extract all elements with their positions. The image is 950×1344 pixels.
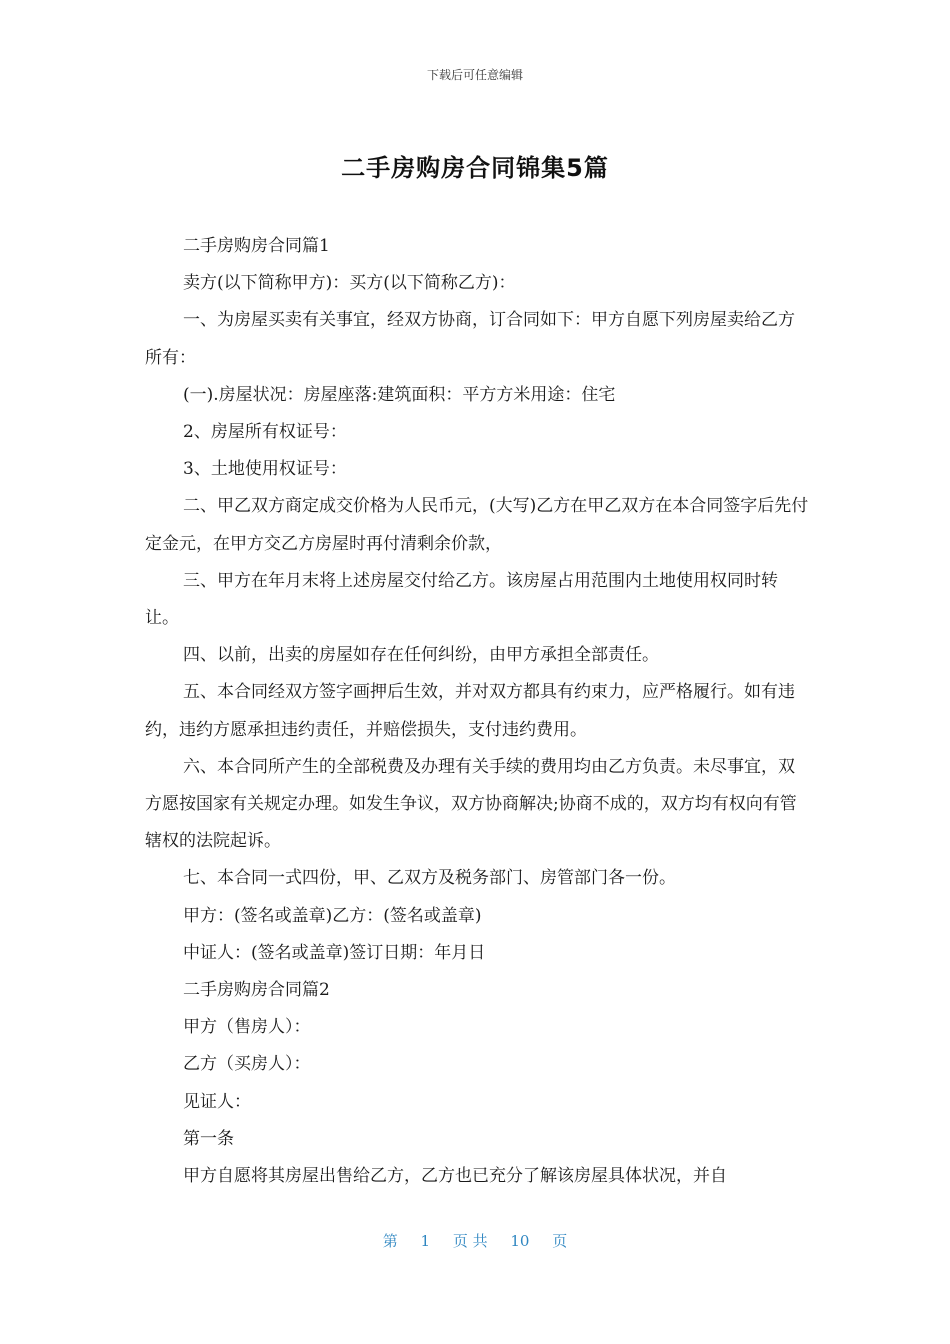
paragraph: 一、为房屋买卖有关事宜，经双方协商，订合同如下：甲方自愿下列房屋卖给乙方所有： bbox=[145, 310, 795, 368]
footer-page-number: 1 bbox=[420, 1232, 431, 1250]
footer-page-of-word: 页 共 bbox=[452, 1232, 488, 1250]
footer-page-word: 第 bbox=[382, 1232, 398, 1250]
footer-pages-word: 页 bbox=[552, 1232, 568, 1250]
paragraph: 二手房购房合同篇2 bbox=[183, 980, 330, 1001]
document-title: 二手房购房合同锦集5篇 bbox=[341, 154, 609, 182]
paragraph: 卖方(以下简称甲方)：买方(以下简称乙方)： bbox=[183, 273, 516, 294]
document-body bbox=[145, 228, 810, 1195]
paragraph: 2、房屋所有权证号： bbox=[183, 422, 347, 443]
paragraph: 二、甲乙双方商定成交价格为人民币元，(大写)乙方在甲乙双方在本合同签字后先付定金元，在甲方交乙方房屋时再付清剩余价款， bbox=[145, 496, 809, 554]
paragraph: (一).房屋状况：房屋座落:建筑面积：平方方米用途：住宅 bbox=[183, 384, 616, 405]
paragraph: 七、本合同一式四份，甲、乙双方及税务部门、房管部门各一份。 bbox=[183, 868, 676, 889]
paragraph: 五、本合同经双方签字画押后生效，并对双方都具有约束力，应严格履行。如有违约，违约方愿承担违约责任，并赔偿损失，支付违约费用。 bbox=[145, 682, 795, 740]
paragraph: 甲方：(签名或盖章)乙方：(签名或盖章) bbox=[183, 905, 482, 926]
header-note: 下载后可任意编辑 bbox=[426, 68, 523, 82]
footer-total-pages: 10 bbox=[510, 1232, 530, 1250]
paragraph: 四、以前，出卖的房屋如存在任何纠纷，由甲方承担全部责任。 bbox=[183, 645, 659, 666]
paragraph: 乙方（买房人）： bbox=[183, 1054, 311, 1075]
page-footer bbox=[0, 1230, 950, 1251]
paragraph: 甲方（售房人）： bbox=[183, 1017, 311, 1038]
paragraph: 二手房购房合同篇1 bbox=[183, 236, 330, 256]
paragraph: 甲方自愿将其房屋出售给乙方，乙方也已充分了解该房屋具体状况，并自 bbox=[183, 1166, 727, 1187]
paragraph: 见证人： bbox=[183, 1091, 251, 1112]
paragraph: 六、本合同所产生的全部税费及办理有关手续的费用均由乙方负责。未尽事宜，双方愿按国家有关规定办理。如发生争议，双方协商解决;协商不成的，双方均有权向有管辖权的法院起诉。 bbox=[145, 756, 797, 852]
paragraph: 第一条 bbox=[183, 1128, 234, 1149]
paragraph: 中证人：(签名或盖章)签订日期：年月日 bbox=[183, 942, 486, 963]
paragraph: 3、土地使用权证号： bbox=[183, 459, 347, 480]
paragraph: 三、甲方在年月末将上述房屋交付给乙方。该房屋占用范围内土地使用权同时转让。 bbox=[145, 570, 778, 629]
